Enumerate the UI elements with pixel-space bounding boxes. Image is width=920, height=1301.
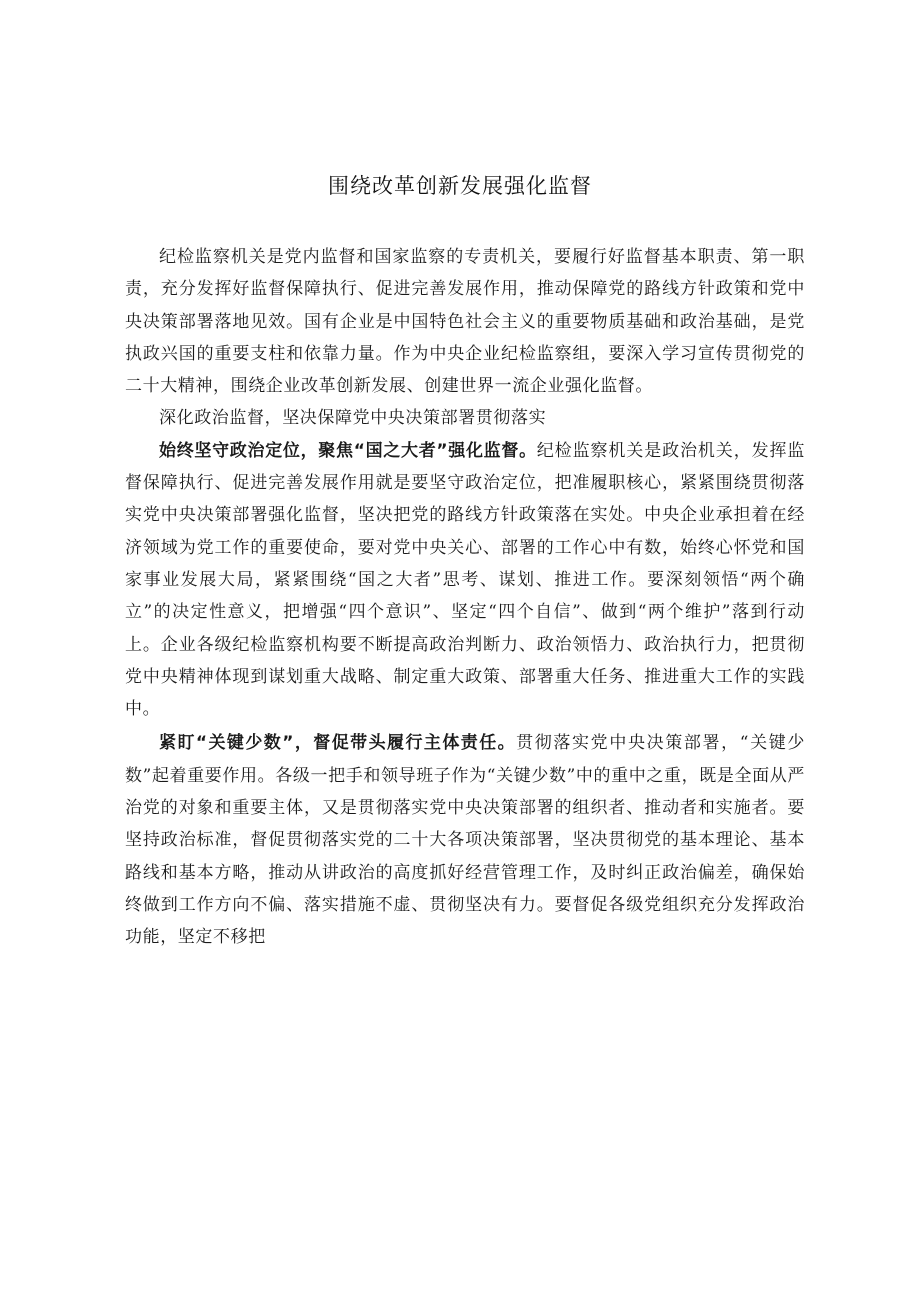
- paragraph-lead: 紧盯“关键少数”，督促带头履行主体责任。: [159, 733, 517, 754]
- paragraph-lead: 始终坚守政治定位，聚焦“国之大者”强化监督。: [159, 440, 537, 461]
- paragraph-text: 纪检监察机关是政治机关，发挥监督保障执行、促进完善发展作用就是要坚守政治定位，把准履职核心，紧紧围绕贯彻落实党中央决策部署强化监督，坚决把党的路线方针政策落在实处。中央企业承担着在经济领域为党工作的重要使命，要对党中央关心、部署的工作心中有数，始终心怀党和国家事业发展大局，紧紧围绕“国之大者”思考、谋划、推进工作。要深刻领悟“两个确立”的决定性意义，把增强“四个意识”、坚定“四个自信”、做到“两个维护”落到行动上。企业各级纪检监察机构要不断提高政治判断力、政治领悟力、政治执行力，把贯彻党中央精神体现到谋划重大战略、制定重大政策、部署重大任务、推进重大工作的实践中。: [125, 440, 805, 720]
- document-body: [125, 241, 805, 954]
- intro-paragraph: 纪检监察机关是党内监督和国家监察的专责机关，要履行好监督基本职责、第一职责，充分发挥好监督保障执行、促进完善发展作用，推动保障党的路线方针政策和党中央决策部署落地见效。国有企业是中国特色社会主义的重要物质基础和政治基础，是党执政兴国的重要支柱和依靠力量。作为中央企业纪检监察组，要深入学习宣传贯彻党的二十大精神，围绕企业改革创新发展、创建世界一流企业强化监督。: [125, 247, 805, 397]
- document-title: 围绕改革创新发展强化监督: [328, 174, 592, 198]
- section-heading: 深化政治监督，坚决保障党中央决策部署贯彻落实: [159, 408, 547, 429]
- paragraph-text: 贯彻落实党中央决策部署，“关键少数”起着重要作用。各级一把手和领导班子作为“关键少数”中的重中之重，既是全面从严治党的对象和重要主体，又是贯彻落实党中央决策部署的组织者、推动者和实施者。要坚持政治标准，督促贯彻落实党的二十大各项决策部署，坚决贯彻党的基本理论、基本路线和基本方略，推动从讲政治的高度抓好经营管理工作，及时纠正政治偏差，确保始终做到工作方向不偏、落实措施不虚、贯彻坚决有力。要督促各级党组织充分发挥政治功能，坚定不移把: [125, 733, 805, 948]
- paragraph-political-positioning: [125, 435, 805, 726]
- paragraph-key-minority: [125, 727, 805, 953]
